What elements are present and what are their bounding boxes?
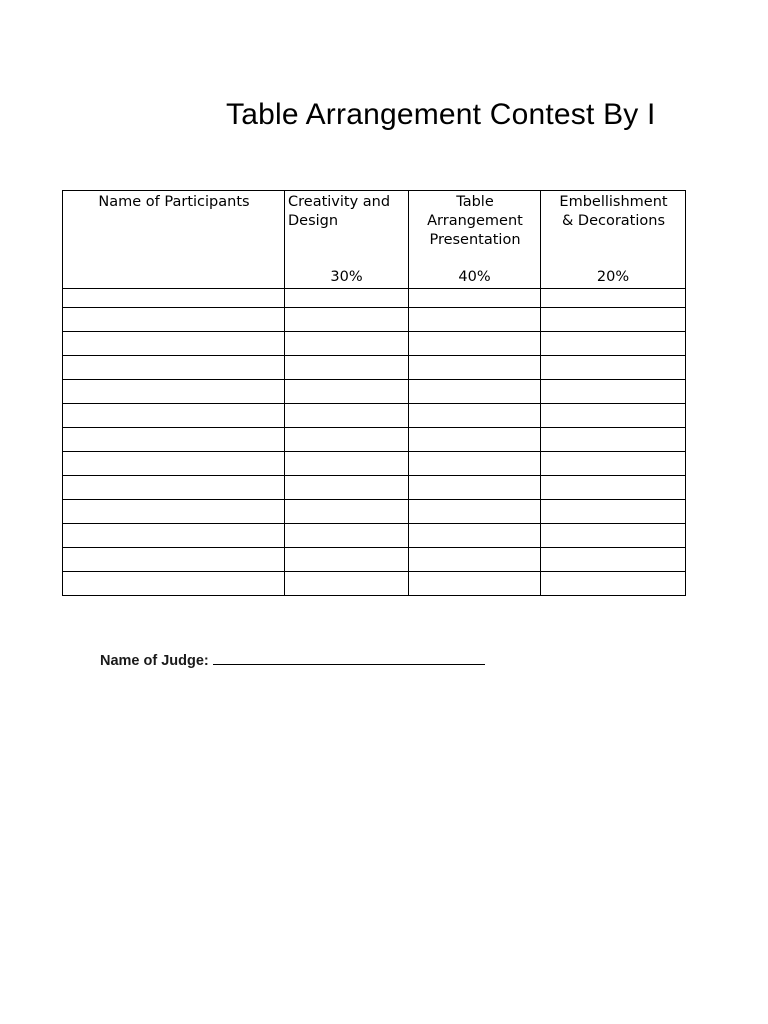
score-cell[interactable] [409,404,541,428]
score-cell[interactable] [541,476,686,500]
score-cell[interactable] [63,380,285,404]
header-embellishment [541,191,686,289]
judge-name-line[interactable] [213,651,485,665]
header-embellishment-percent: 20% [596,269,630,285]
table-header-row [63,191,686,289]
score-cell[interactable] [285,332,409,356]
table-row [63,476,686,500]
judge-label: Name of Judge: [100,653,209,669]
header-arrangement [409,191,541,289]
score-cell[interactable] [285,524,409,548]
table-row [63,308,686,332]
header-participants [63,191,285,289]
score-cell[interactable] [409,289,541,308]
header-embellishment-label: Embellishment & Decorations [559,194,668,229]
score-cell[interactable] [409,332,541,356]
score-cell[interactable] [541,548,686,572]
table-row [63,332,686,356]
score-cell[interactable] [409,548,541,572]
score-cell[interactable] [409,452,541,476]
score-cell[interactable] [541,452,686,476]
score-cell[interactable] [285,452,409,476]
header-creativity-percent: 30% [330,269,363,285]
score-cell[interactable] [63,428,285,452]
table-row [63,548,686,572]
score-cell[interactable] [409,476,541,500]
table-row [63,380,686,404]
score-cell[interactable] [541,289,686,308]
score-cell[interactable] [63,548,285,572]
score-cell[interactable] [285,380,409,404]
score-cell[interactable] [409,356,541,380]
score-cell[interactable] [541,356,686,380]
table-row [63,428,686,452]
score-cell[interactable] [63,404,285,428]
score-cell[interactable] [285,428,409,452]
score-cell[interactable] [541,332,686,356]
score-cell[interactable] [285,572,409,596]
score-cell[interactable] [285,500,409,524]
judge-signature [100,651,485,669]
score-cell[interactable] [63,289,285,308]
score-cell[interactable] [63,356,285,380]
score-cell[interactable] [541,404,686,428]
header-arrangement-label: Table Arrangement Presentation [427,194,523,248]
score-cell[interactable] [409,572,541,596]
score-cell[interactable] [285,404,409,428]
table-body [63,289,686,596]
score-cell[interactable] [285,476,409,500]
header-creativity [285,191,409,289]
table-row [63,356,686,380]
score-cell[interactable] [409,524,541,548]
table-row [63,404,686,428]
score-cell[interactable] [541,428,686,452]
table-row [63,500,686,524]
header-participants-label: Name of Participants [98,194,250,210]
score-cell[interactable] [285,308,409,332]
page-title: Table Arrangement Contest By I [226,98,656,131]
score-cell[interactable] [409,380,541,404]
score-cell[interactable] [409,308,541,332]
table-row [63,572,686,596]
header-arrangement-percent: 40% [458,269,491,285]
score-cell[interactable] [63,524,285,548]
score-cell[interactable] [409,428,541,452]
score-cell[interactable] [409,500,541,524]
table-row [63,289,686,308]
score-cell[interactable] [285,289,409,308]
table-row [63,524,686,548]
score-cell[interactable] [285,548,409,572]
score-cell[interactable] [285,356,409,380]
score-cell[interactable] [541,524,686,548]
score-cell[interactable] [541,308,686,332]
score-cell[interactable] [63,308,285,332]
score-cell[interactable] [63,476,285,500]
table-row [63,452,686,476]
score-cell[interactable] [63,572,285,596]
score-cell[interactable] [541,380,686,404]
score-cell[interactable] [541,572,686,596]
score-cell[interactable] [541,500,686,524]
scoring-table [62,190,686,596]
score-cell[interactable] [63,452,285,476]
header-creativity-label: Creativity and Design [288,194,391,229]
score-cell[interactable] [63,332,285,356]
score-cell[interactable] [63,500,285,524]
